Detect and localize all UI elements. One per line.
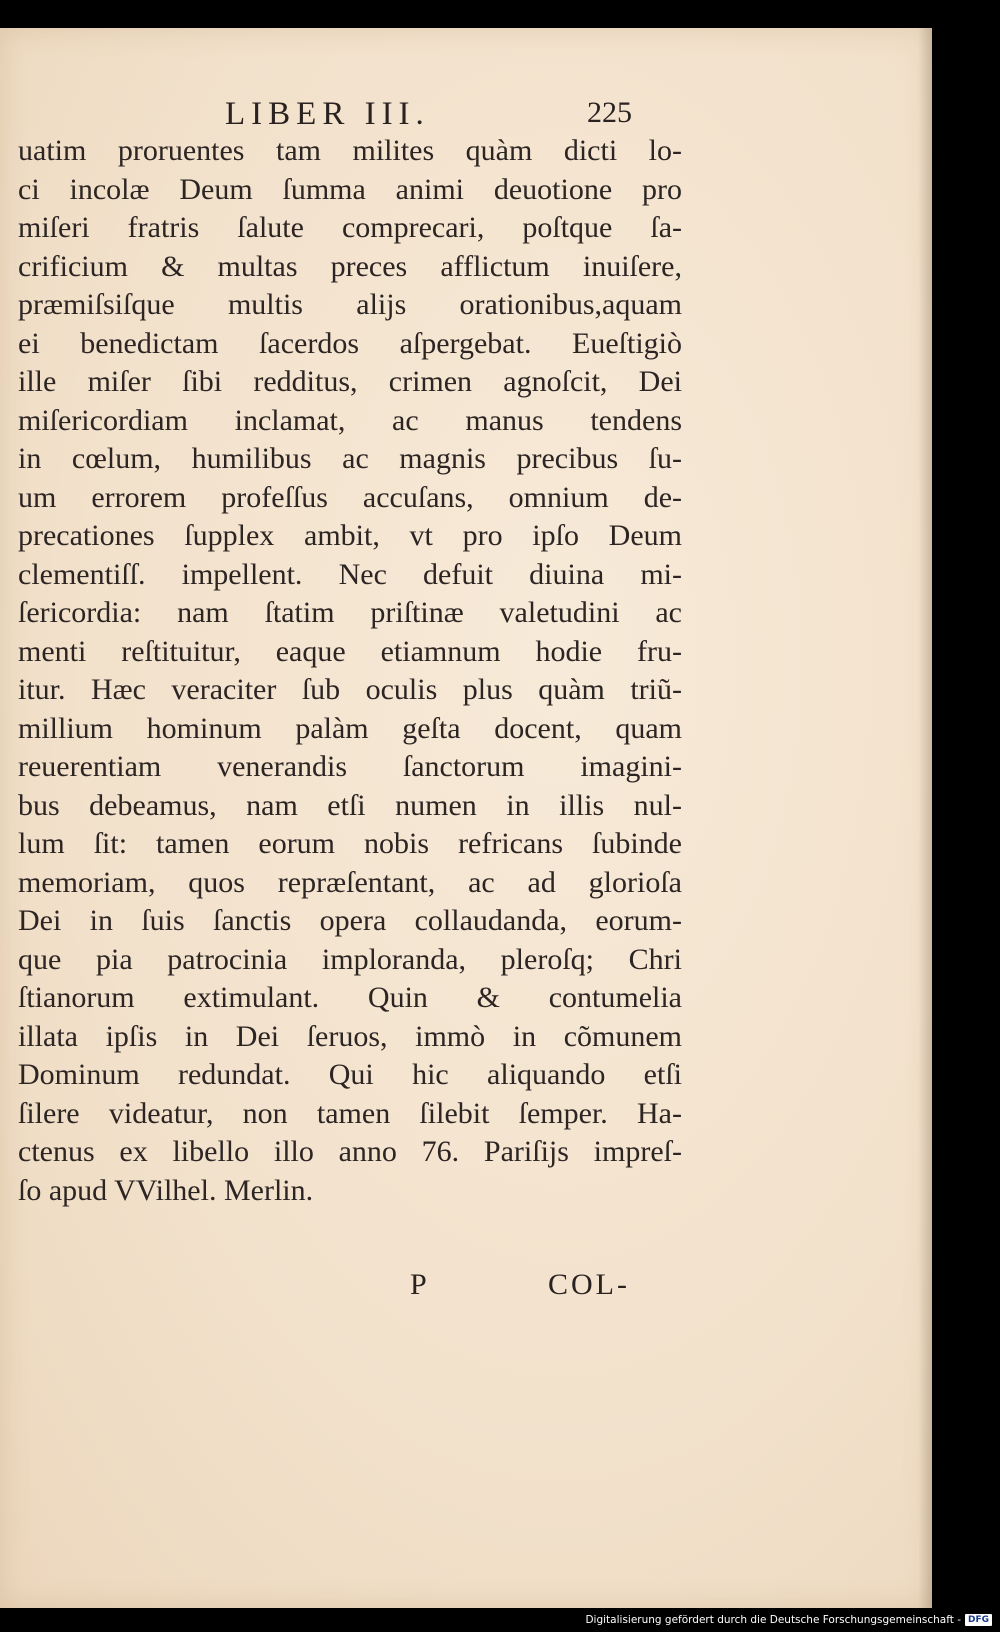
text-line: reuerentiam venerandis ſanctorum imagini-	[18, 750, 682, 783]
text-line: illata ipſis in Dei ſeruos, immò in cõmunem	[18, 1019, 682, 1053]
text-line: ci incolæ Deum ſumma animi deuotione pro	[18, 172, 682, 206]
catchword: COL-	[548, 1268, 630, 1301]
text-line: ſilere videatur, non tamen ſilebit ſemper. Ha-	[18, 1096, 682, 1130]
text-line: Dei in ſuis ſanctis opera collaudanda, eorum-	[18, 904, 682, 937]
text-line: ctenus ex libello illo anno 76. Pariſijs impreſ-	[18, 1135, 682, 1168]
text-line: in cœlum, humilibus ac magnis precibus ſu-	[18, 442, 682, 475]
text-line: bus debeamus, nam etſi numen in illis nul-	[18, 788, 682, 822]
text-line: ſo apud VVilhel. Merlin.	[18, 1173, 314, 1207]
signature-mark: P	[410, 1268, 427, 1301]
page-header	[0, 96, 932, 136]
text-line: precationes ſupplex ambit, vt pro ipſo Deum	[18, 519, 682, 552]
text-line: itur. Hæc veraciter ſub oculis plus quàm triũ-	[18, 673, 682, 706]
page-number: 225	[587, 96, 632, 129]
text-line: um errorem profeſſus accuſans, omnium de-	[18, 480, 682, 514]
text-line: lum ſit: tamen eorum nobis refricans ſubinde	[18, 827, 682, 860]
text-line: ille miſer ſibi redditus, crimen agnoſcit, Dei	[18, 365, 682, 398]
page-edge-shadow	[918, 28, 932, 1608]
text-line: memoriam, quos repræſentant, ac ad glorioſa	[18, 865, 682, 899]
digitization-footer	[585, 1614, 992, 1626]
text-line: millium hominum palàm geſta docent, quam	[18, 711, 682, 745]
page-foot-catchwords	[0, 1268, 932, 1308]
text-line: crificium & multas preces afflictum inuiſere,	[18, 249, 682, 283]
text-line: ſericordia: nam ſtatim priſtinæ valetudini ac	[18, 596, 682, 629]
dfg-logo-icon: DFG	[965, 1614, 992, 1626]
text-line: ei benedictam ſacerdos aſpergebat. Eueſtigiò	[18, 326, 682, 360]
text-line: Dominum redundat. Qui hic aliquando etſi	[18, 1058, 682, 1091]
text-line: menti reſtituitur, eaque etiamnum hodie fru-	[18, 634, 682, 668]
text-line: miſericordiam inclamat, ac manus tendens	[18, 403, 682, 437]
text-line: præmiſsiſque multis alijs orationibus,aquam	[18, 288, 682, 321]
body-text	[18, 132, 682, 1210]
footer-credit-text: Digitalisierung gefördert durch die Deutsche Forschungsgemeinschaft -	[585, 1614, 961, 1626]
text-line: uatim proruentes tam milites quàm dicti lo-	[18, 134, 682, 167]
text-line: miſeri fratris ſalute comprecari, poſtque ſa-	[18, 211, 682, 244]
text-line: ſtianorum extimulant. Quin & contumelia	[18, 981, 682, 1014]
text-line: que pia patrocinia imploranda, pleroſq; Chri	[18, 942, 682, 976]
text-line: clementiſſ. impellent. Nec defuit diuina mi-	[18, 557, 682, 591]
running-head: LIBER III.	[225, 96, 430, 132]
